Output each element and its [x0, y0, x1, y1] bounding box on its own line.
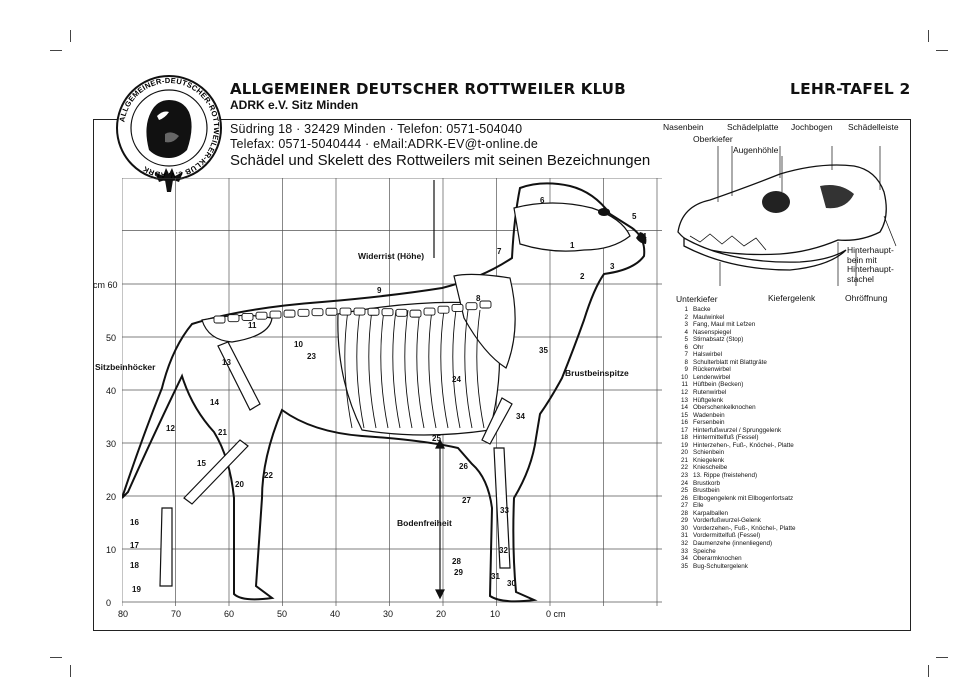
callout-18: 18: [130, 561, 139, 570]
skull-label-nasenbein: Nasenbein: [663, 122, 704, 132]
legend-text: Rückenwirbel: [693, 366, 731, 374]
callout-27: 27: [462, 496, 471, 505]
legend-item: [676, 419, 906, 427]
legend-number: 25: [680, 487, 688, 495]
legend-text: Karpalballen: [693, 509, 729, 517]
legend-number: 12: [680, 389, 688, 397]
legend-number: 1: [684, 306, 688, 313]
legend-number: 4: [684, 328, 688, 336]
femur: [218, 342, 260, 410]
legend-item: [676, 502, 906, 510]
skull-label-hinterhauptbein: Hinterhaupt- bein mit Hinterhaupt- stachel: [847, 245, 894, 284]
legend-text: 13. Rippe (freistehend): [693, 472, 758, 480]
skull-label-jochbogen: Jochbogen: [791, 122, 833, 132]
legend-number: 21: [680, 456, 688, 464]
plate-number: LEHR-TAFEL 2: [790, 80, 911, 98]
vertebra: [480, 301, 491, 308]
y-tick-label: 10: [106, 545, 117, 555]
callout-24: 24: [452, 375, 461, 384]
legend-number: 9: [684, 366, 688, 374]
legend-item: [676, 449, 906, 457]
callout-19: 19: [132, 585, 141, 594]
x-tick-label: 10: [490, 609, 501, 619]
legend-text: Hinterfußwurzel / Sprunggelenk: [693, 426, 782, 434]
callout-10: 10: [294, 340, 303, 349]
legend-item: [676, 321, 906, 329]
legend-text: Halswirbel: [693, 351, 723, 359]
legend-number: 2: [684, 313, 688, 321]
legend-number: 18: [680, 434, 688, 442]
legend-text: Oberschenkelknochen: [693, 404, 756, 412]
bodenfreiheit-label: Bodenfreiheit: [397, 518, 452, 528]
callout-23: 23: [307, 352, 316, 361]
vertebra: [340, 308, 351, 315]
legend-number: 16: [680, 419, 688, 427]
vertebra: [312, 309, 323, 316]
legend-item: [676, 472, 906, 480]
legend-text: Hüftbein (Becken): [693, 381, 744, 389]
crop-mark: [70, 30, 71, 42]
skull-label-schaedelleiste: Schädelleiste: [848, 122, 899, 132]
vertebra: [228, 315, 239, 322]
vertebra: [354, 308, 365, 315]
legend-number: 34: [680, 555, 688, 563]
vertebra: [214, 316, 225, 323]
legend-number: 26: [680, 494, 688, 502]
x-tick-label: 20: [436, 609, 447, 619]
legend-number: 32: [680, 539, 688, 547]
y-tick-label: cm 60: [93, 280, 118, 290]
legend-text: Stirnabsatz (Stop): [693, 336, 744, 344]
callout-31: 31: [491, 572, 500, 581]
legend-number: 5: [684, 336, 688, 344]
legend-text: Daumenzehe (innenliegend): [693, 539, 773, 547]
legend-text: Wadenbein: [693, 411, 725, 419]
callout-11: 11: [248, 321, 257, 330]
legend-item: [676, 329, 906, 337]
callout-16: 16: [130, 518, 139, 527]
legend-text: Kniegelenk: [693, 456, 725, 464]
legend-number: 35: [680, 562, 688, 570]
callout-12: 12: [166, 424, 175, 433]
legend-text: Rutenwirbel: [693, 389, 727, 397]
crop-mark: [50, 50, 62, 51]
skull-label-schaedelplatte: Schädelplatte: [727, 122, 779, 132]
callout-30: 30: [507, 579, 516, 588]
vertebra: [382, 309, 393, 316]
legend-text: Schulterblatt mit Blattgräte: [693, 358, 767, 366]
x-tick-label: 30: [383, 609, 394, 619]
plate-subtitle: Schädel und Skelett des Rottweilers mit seinen Bezeichnungen: [230, 152, 651, 169]
legend-text: Fersenbein: [693, 419, 725, 427]
legend-item: [676, 374, 906, 382]
skull-label-ohroeffnung: Ohröffnung: [845, 293, 888, 303]
contact-line: Telefax: 0571-5040444 · eMail:ADRK-EV@t-online.de: [230, 137, 539, 151]
crop-mark: [928, 665, 929, 677]
legend-number: 20: [680, 449, 688, 457]
legend-number: 24: [680, 479, 688, 487]
legend-number: 13: [680, 396, 688, 404]
y-tick-label: 0: [106, 598, 112, 608]
measurement-grid: [122, 178, 662, 606]
x-tick-label: 50: [277, 609, 288, 619]
legend-text: Lendenwirbel: [693, 373, 731, 381]
legend-item: [676, 351, 906, 359]
legend-text: Maulwinkel: [693, 313, 725, 321]
callout-25: 25: [432, 434, 441, 443]
skull-label-unterkiefer: Unterkiefer: [676, 294, 718, 304]
callout-4: 4: [642, 232, 647, 241]
sitzbein-label: Sitzbeinhöcker: [95, 362, 156, 372]
callout-34: 34: [516, 412, 525, 421]
legend-number: 6: [684, 343, 688, 351]
crop-mark: [936, 50, 948, 51]
legend-number: 15: [680, 411, 688, 419]
bone-legend: [676, 306, 906, 570]
callout-29: 29: [454, 568, 463, 577]
legend-text: Bug-Schultergelenk: [693, 562, 748, 570]
legend-item: [676, 532, 906, 540]
legend-item: [676, 464, 906, 472]
svg-text:ALLGEMEINER-DEUTSCHER-ROTTWEIL: ALLGEMEINER-DEUTSCHER-ROTTWEILER-KLUB e.V. ADRK: [117, 75, 222, 181]
vertebra: [242, 313, 253, 320]
legend-item: [676, 442, 906, 450]
legend-item: [676, 306, 906, 314]
y-tick-label: 50: [106, 333, 117, 343]
legend-text: Ellbogengelenk mit Ellbogenfortsatz: [693, 494, 794, 502]
crop-mark: [70, 665, 71, 677]
y-tick-label: 40: [106, 386, 117, 396]
callout-26: 26: [459, 462, 468, 471]
legend-text: Vordermittelfuß (Fessel): [693, 532, 761, 540]
callout-28: 28: [452, 557, 461, 566]
legend-number: 10: [680, 373, 688, 381]
x-tick-label: 0 cm: [546, 609, 566, 619]
legend-item: [676, 381, 906, 389]
legend-number: 14: [680, 404, 688, 412]
widerrist-label: Widerrist (Höhe): [358, 251, 425, 261]
callout-7: 7: [497, 247, 502, 256]
legend-text: Nasenspiegel: [693, 328, 732, 336]
legend-item: [676, 525, 906, 533]
legend-item: [676, 540, 906, 548]
legend-text: Hüftgelenk: [693, 396, 724, 404]
legend-number: 29: [680, 517, 688, 525]
legend-text: Brustbein: [693, 487, 720, 495]
legend-text: Vorderzehen-, Fuß-, Knöchel-, Platte: [693, 524, 796, 532]
legend-number: 28: [680, 509, 688, 517]
callout-8: 8: [476, 294, 481, 303]
callout-33: 33: [500, 506, 509, 515]
legend-item: [676, 404, 906, 412]
legend-number: 31: [680, 532, 688, 540]
legend-item: [676, 397, 906, 405]
vertebra: [368, 308, 379, 315]
legend-text: Fang, Maul mit Lefzen: [693, 321, 756, 329]
legend-item: [676, 366, 906, 374]
vertebra: [424, 308, 435, 315]
y-tick-label: 30: [106, 439, 117, 449]
legend-item: [676, 480, 906, 488]
legend-text: Kniescheibe: [693, 464, 728, 472]
callout-5: 5: [632, 212, 637, 221]
vertebra: [410, 310, 421, 317]
legend-item: [676, 389, 906, 397]
vertebra: [284, 310, 295, 317]
club-subtitle: ADRK e.V. Sitz Minden: [230, 98, 359, 112]
vertebra: [396, 309, 407, 316]
legend-number: 30: [680, 524, 688, 532]
callout-2: 2: [580, 272, 585, 281]
x-tick-label: 60: [224, 609, 235, 619]
vertebra: [326, 308, 337, 315]
legend-item: [676, 457, 906, 465]
legend-item: [676, 359, 906, 367]
vertebra: [466, 303, 477, 310]
legend-text: Brustkorb: [693, 479, 720, 487]
legend-text: Schienbein: [693, 449, 725, 457]
vertebra: [270, 311, 281, 318]
legend-number: 19: [680, 441, 688, 449]
legend-number: 22: [680, 464, 688, 472]
crop-mark: [50, 657, 62, 658]
x-tick-label: 80: [118, 609, 129, 619]
hind-metatarsus: [160, 508, 172, 586]
legend-item: [676, 563, 906, 571]
legend-text: Hinterzehen-, Fuß-, Knöchel-, Platte: [693, 441, 794, 449]
callout-3: 3: [610, 262, 615, 271]
legend-item: [676, 412, 906, 420]
legend-item: [676, 344, 906, 352]
legend-item: [676, 487, 906, 495]
callout-21: 21: [218, 428, 227, 437]
callout-32: 32: [499, 546, 508, 555]
vertebra: [438, 306, 449, 313]
legend-number: 23: [680, 472, 688, 480]
callout-20: 20: [235, 480, 244, 489]
legend-number: 7: [684, 351, 688, 359]
legend-number: 33: [680, 547, 688, 555]
legend-item: [676, 427, 906, 435]
callout-6: 6: [540, 196, 545, 205]
legend-number: 3: [684, 321, 688, 329]
legend-item: [676, 548, 906, 556]
callout-15: 15: [197, 459, 206, 468]
legend-text: Oberarmknochen: [693, 555, 742, 563]
legend-item: [676, 434, 906, 442]
legend-text: Speiche: [693, 547, 716, 555]
callout-14: 14: [210, 398, 219, 407]
legend-number: 27: [680, 502, 688, 510]
x-tick-label: 70: [171, 609, 182, 619]
skull-label-augenhoehle: Augenhöhle: [733, 145, 779, 155]
legend-text: Vorderfußwurzel-Gelenk: [693, 517, 761, 525]
legend-number: 17: [680, 426, 688, 434]
vertebra: [452, 304, 463, 311]
legend-item: [676, 555, 906, 563]
legend-number: 8: [684, 358, 688, 366]
legend-text: Elle: [693, 502, 704, 510]
skull-label-kiefergelenk: Kiefergelenk: [768, 293, 816, 303]
legend-number: 11: [681, 381, 688, 389]
legend-text: Ohr: [693, 343, 704, 351]
callout-17: 17: [130, 541, 139, 550]
brustbein-label: Brustbeinspitze: [565, 368, 629, 378]
legend-item: [676, 517, 906, 525]
tibia: [184, 440, 248, 504]
skull-label-oberkiefer: Oberkiefer: [693, 134, 733, 144]
legend-item: [676, 495, 906, 503]
crop-mark: [928, 30, 929, 42]
callout-9: 9: [377, 286, 382, 295]
club-name: ALLGEMEINER DEUTSCHER ROTTWEILER KLUB: [230, 80, 626, 98]
legend-item: [676, 510, 906, 518]
callout-13: 13: [222, 358, 231, 367]
legend-item: [676, 336, 906, 344]
x-tick-label: 40: [330, 609, 341, 619]
vertebra: [298, 309, 309, 316]
legend-text: Hintermittelfuß (Fessel): [693, 434, 759, 442]
vertebra: [256, 312, 267, 319]
legend-text: Backe: [693, 306, 711, 313]
address-line: Südring 18 · 32429 Minden · Telefon: 0571-504040: [230, 122, 523, 136]
callout-22: 22: [264, 471, 273, 480]
legend-item: [676, 314, 906, 322]
crop-mark: [936, 657, 948, 658]
y-tick-label: 20: [106, 492, 117, 502]
callout-1: 1: [570, 241, 575, 250]
callout-35: 35: [539, 346, 548, 355]
